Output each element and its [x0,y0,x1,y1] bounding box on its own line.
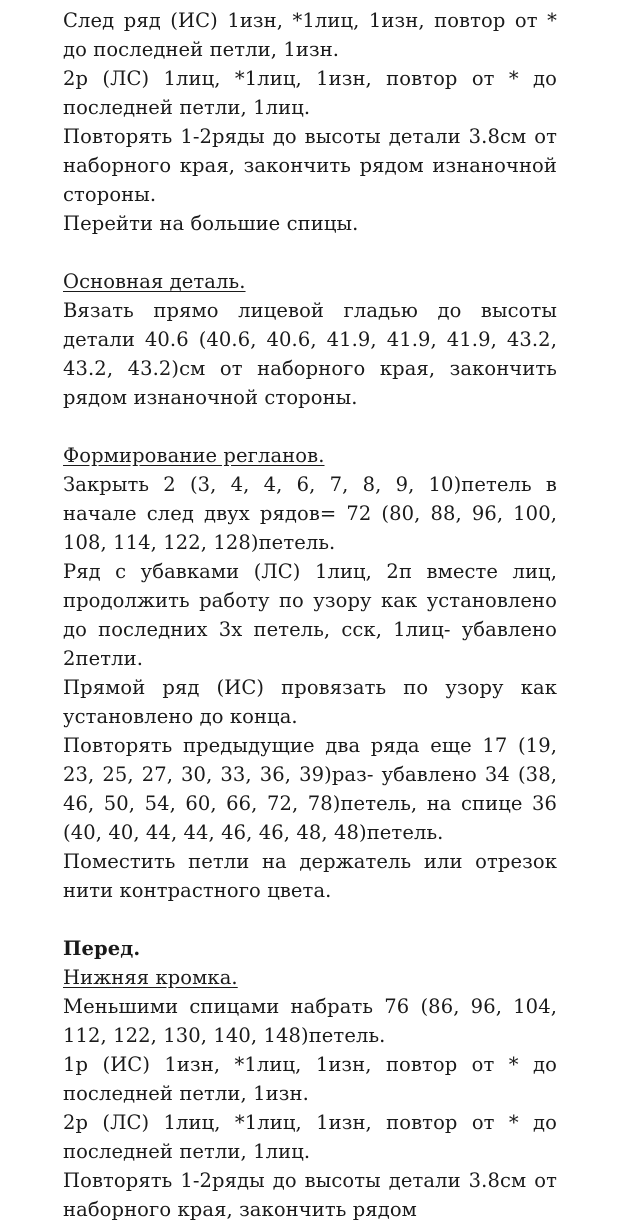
paragraph-row-1: 1р (ИС) 1изн, *1лиц, 1изн, повтор от * до последней петли, 1изн. [63,1053,557,1105]
spacer [63,238,557,267]
paragraph-next-row: След ряд (ИС) 1изн, *1лиц, 1изн, повтор от * до последней петли, 1изн. [63,9,557,61]
heading-front: Перед. [63,937,141,960]
paragraph-switch-needles: Перейти на большие спицы. [63,212,359,235]
paragraph-row-2-front: 2р (ЛС) 1лиц, *1лиц, 1изн, повтор от * до последней петли, 1лиц. [63,1111,557,1163]
paragraph-knit-straight: Вязать прямо лицевой гладью до высоты детали 40.6 (40.6, 40.6, 41.9, 41.9, 41.9, 43.2, 43.2, 43.2)см от наборного края, закончить рядом изнаночной стороны. [63,299,557,409]
paragraph-straight-row: Прямой ряд (ИС) провязать по узору как установлено до конца. [63,676,557,728]
spacer [63,412,557,441]
paragraph-place-on-holder: Поместить петли на держатель или отрезок нити контрастного цвета. [63,850,557,902]
heading-raglan-shaping: Формирование регланов. [63,444,325,467]
paragraph-decrease-row: Ряд с убавками (ЛС) 1лиц, 2п вместе лиц, продолжить работу по узору как установлено до последних 3х петель, сск, 1лиц- убавлено 2петли. [63,560,557,670]
paragraph-repeat-rows: Повторять 1-2ряды до высоты детали 3.8см от наборного края, закончить рядом изнаночной стороны. [63,125,557,206]
paragraph-repeat-decreases: Повторять предыдущие два ряда еще 17 (19, 23, 25, 27, 30, 33, 36, 39)раз- убавлено 34 (38, 46, 50, 54, 60, 66, 72, 78)петель, на спице 36 (40, 40, 44, 44, 46, 46, 48, 48)петель. [63,734,557,844]
page-edge-fade [595,1158,635,1200]
document-page [63,6,557,1224]
paragraph-bind-off: Закрыть 2 (3, 4, 4, 6, 7, 8, 9, 10)петель в начале след двух рядов= 72 (80, 88, 96, 100, 108, 114, 122, 128)петель. [63,473,557,554]
spacer [63,905,557,934]
paragraph-cast-on: Меньшими спицами набрать 76 (86, 96, 104, 112, 122, 130, 140, 148)петель. [63,995,557,1047]
heading-main-piece: Основная деталь. [63,270,246,293]
paragraph-row-2: 2р (ЛС) 1лиц, *1лиц, 1изн, повтор от * до последней петли, 1лиц. [63,67,557,119]
heading-bottom-edge: Нижняя кромка. [63,966,238,989]
paragraph-repeat-rows-front: Повторять 1-2ряды до высоты детали 3.8см от наборного края, закончить рядом [63,1169,557,1221]
